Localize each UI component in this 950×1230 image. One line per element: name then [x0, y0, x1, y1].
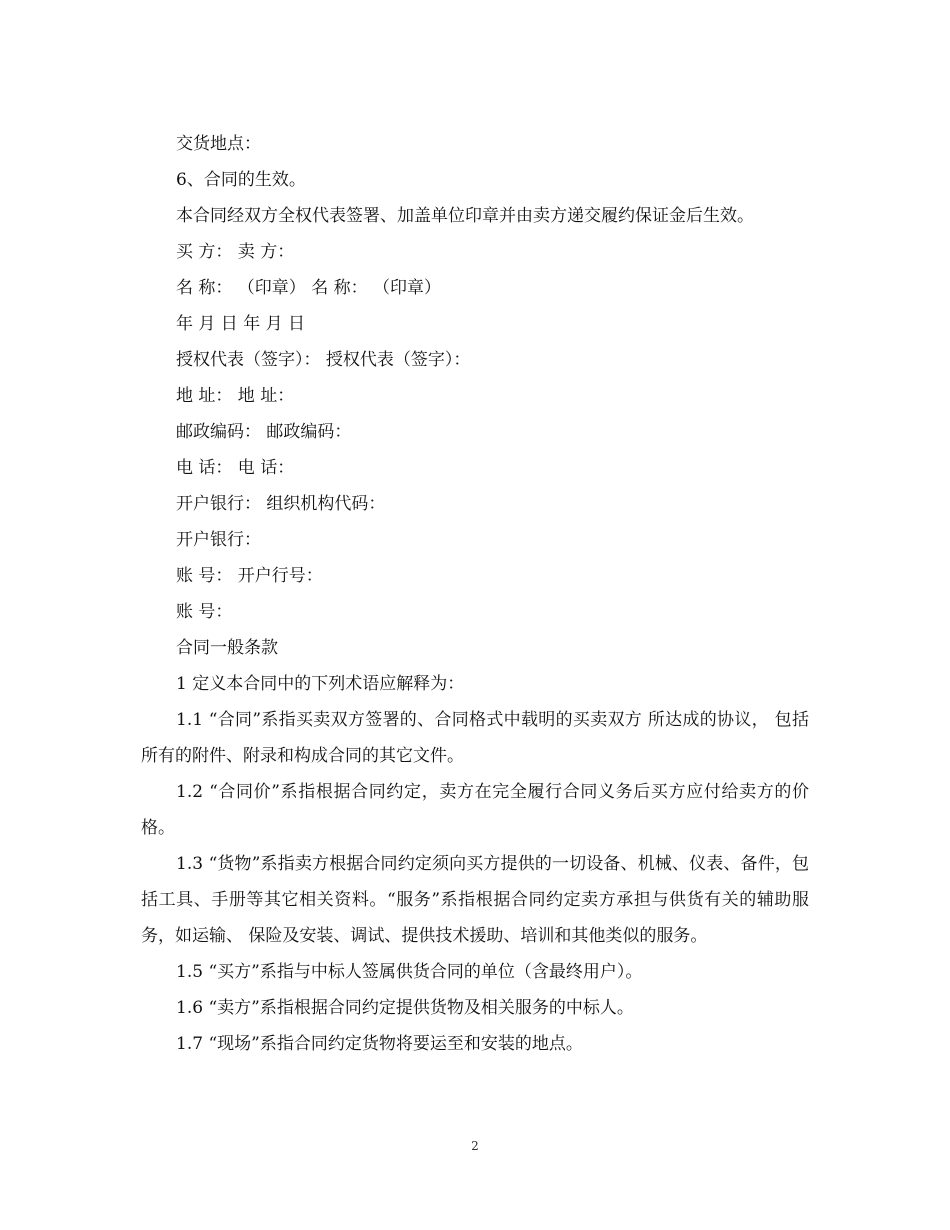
bank-line: 开户银行：: [176, 530, 261, 550]
account-bank-number-line: 账 号： 开户行号：: [176, 566, 323, 586]
definition-seller: 1.6 “卖方”系指根据合同约定提供货物及相关服务的中标人。: [176, 998, 634, 1018]
document-body: [141, 126, 821, 1062]
delivery-location-line: 交货地点：: [176, 134, 261, 154]
date-line: 年 月 日 年 月 日: [176, 314, 306, 334]
authorized-representative-line: 授权代表（签字）： 授权代表（签字）：: [176, 350, 471, 370]
page-number: 2: [471, 1139, 479, 1153]
contract-effect-heading: 6、合同的生效。: [176, 170, 306, 190]
definition-buyer: 1.5 “买方”系指与中标人签属供货合同的单位（含最终用户）。: [176, 962, 643, 982]
definition-goods-services: 1.3 “货物”系指卖方根据合同约定须向买方提供的一切设备、机械、仪表、备件，包括工具、手册等其它相关资料。“服务”系指根据合同约定卖方承担与供货有关的辅助服 务，如运输、 保险及安装、调试、提供技术援助、培训和其他类似的服务。: [141, 854, 809, 946]
buyer-seller-line: 买 方： 卖 方：: [176, 242, 295, 262]
definition-contract-price: 1.2 “合同价”系指根据合同约定，卖方在完全履行合同义务后买方应付给卖方的价格。: [141, 782, 809, 838]
definitions-heading: 1 定义本合同中的下列术语应解释为：: [176, 674, 465, 694]
contract-effect-text: 本合同经双方全权代表签署、加盖单位印章并由卖方递交履约保证金后生效。: [176, 206, 754, 226]
postal-code-line: 邮政编码： 邮政编码：: [176, 422, 352, 442]
bank-organization-code-line: 开户银行： 组织机构代码：: [176, 494, 386, 514]
phone-line: 电 话： 电 话：: [176, 458, 295, 478]
definition-contract: 1.1 “合同”系指买卖双方签署的、合同格式中载明的买卖双方 所达成的协议， 包括所有的附件、附录和构成合同的其它文件。: [141, 710, 809, 766]
name-seal-line: 名 称： （印章） 名 称： （印章）: [176, 278, 442, 298]
general-terms-heading: 合同一般条款: [176, 638, 278, 658]
account-line: 账 号：: [176, 602, 233, 622]
address-line: 地 址： 地 址：: [176, 386, 295, 406]
definition-site: 1.7 “现场”系指合同约定货物将要运至和安装的地点。: [176, 1034, 583, 1054]
